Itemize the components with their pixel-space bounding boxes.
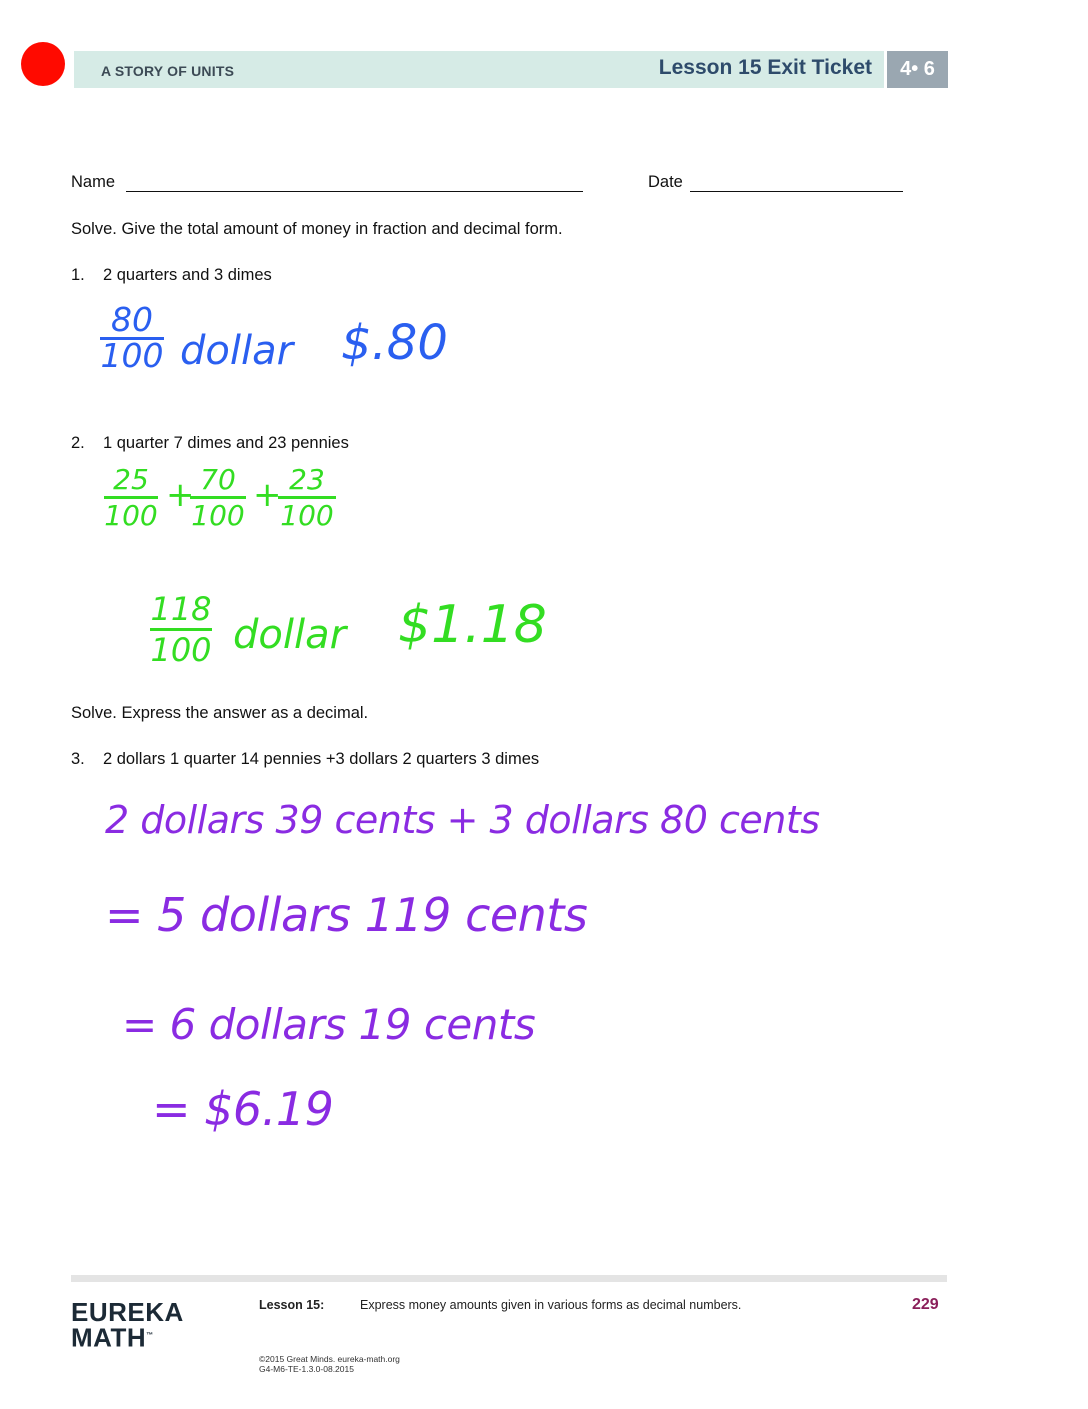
instruction-2: Solve. Express the answer as a decimal. [71,704,369,722]
problem-1-number: 1. [71,266,85,284]
series-title: A STORY OF UNITS [101,63,235,79]
answer-2-result-denominator: 100 [150,631,212,669]
answer-3-line-3: = 6 dollars 19 cents [122,1000,536,1049]
answer-2-result-fraction [150,590,212,669]
answer-2-term-2 [190,463,246,532]
footer-code: G4-M6-TE-1.3.0-08.2015 [259,1364,354,1374]
date-field-line[interactable] [690,191,903,192]
lesson-title: Lesson 15 Exit Ticket [658,56,872,79]
answer-1-numerator: 80 [111,300,153,339]
name-field-line[interactable] [126,191,583,192]
grade-module-badge: 4• 6 [887,51,948,88]
problem-2-number: 2. [71,434,85,452]
footer-lesson-description: Express money amounts given in various forms as decimal numbers. [360,1298,742,1312]
answer-1-decimal: $.80 [341,315,448,371]
answer-2-decimal: $1.18 [398,595,547,655]
answer-2-term-3-numerator: 23 [289,463,325,496]
answer-2-term-2-denominator: 100 [191,499,245,532]
answer-3-line-2: = 5 dollars 119 cents [105,888,588,942]
problem-2-text: 1 quarter 7 dimes and 23 pennies [103,434,349,452]
logo-line-2 [71,1322,184,1353]
footer-lesson-label: Lesson 15: [259,1298,325,1312]
answer-2-term-1-numerator: 25 [113,463,149,496]
logo-tm: ™ [146,1332,154,1339]
answer-2-unit: dollar [233,612,347,658]
problem-3-text: 2 dollars 1 quarter 14 pennies +3 dollars 2 quarters 3 dimes [103,750,540,768]
problem-1-text: 2 quarters and 3 dimes [103,266,272,284]
answer-2-term-1 [104,463,158,532]
answer-2-term-3-denominator: 100 [280,499,334,532]
answer-2-term-3 [278,463,336,532]
red-dot-marker [21,42,65,86]
answer-2-plus-2: + [253,475,282,515]
answer-3-line-1: 2 dollars 39 cents + 3 dollars 80 cents [105,798,820,842]
answer-2-result-numerator: 118 [150,590,212,628]
answer-1-unit: dollar [180,328,294,374]
answer-1-denominator: 100 [100,336,164,375]
answer-2-term-1-denominator: 100 [104,499,158,532]
answer-1-fraction [100,300,164,375]
page-number: 229 [912,1296,939,1313]
eureka-math-logo [71,1297,184,1353]
answer-3-line-4: = $6.19 [152,1082,334,1136]
date-label: Date [648,173,683,191]
logo-line-2-text: MATH [71,1322,147,1353]
footer-copyright: ©2015 Great Minds. eureka-math.org [259,1354,400,1364]
instruction-1: Solve. Give the total amount of money in fraction and decimal form. [71,220,563,238]
answer-2-plus-1: + [166,475,195,515]
footer-rule [71,1275,947,1282]
logo-line-1: EUREKA [71,1297,184,1327]
name-label: Name [71,173,116,191]
problem-3-number: 3. [71,750,85,768]
answer-2-term-2-numerator: 70 [200,463,236,496]
